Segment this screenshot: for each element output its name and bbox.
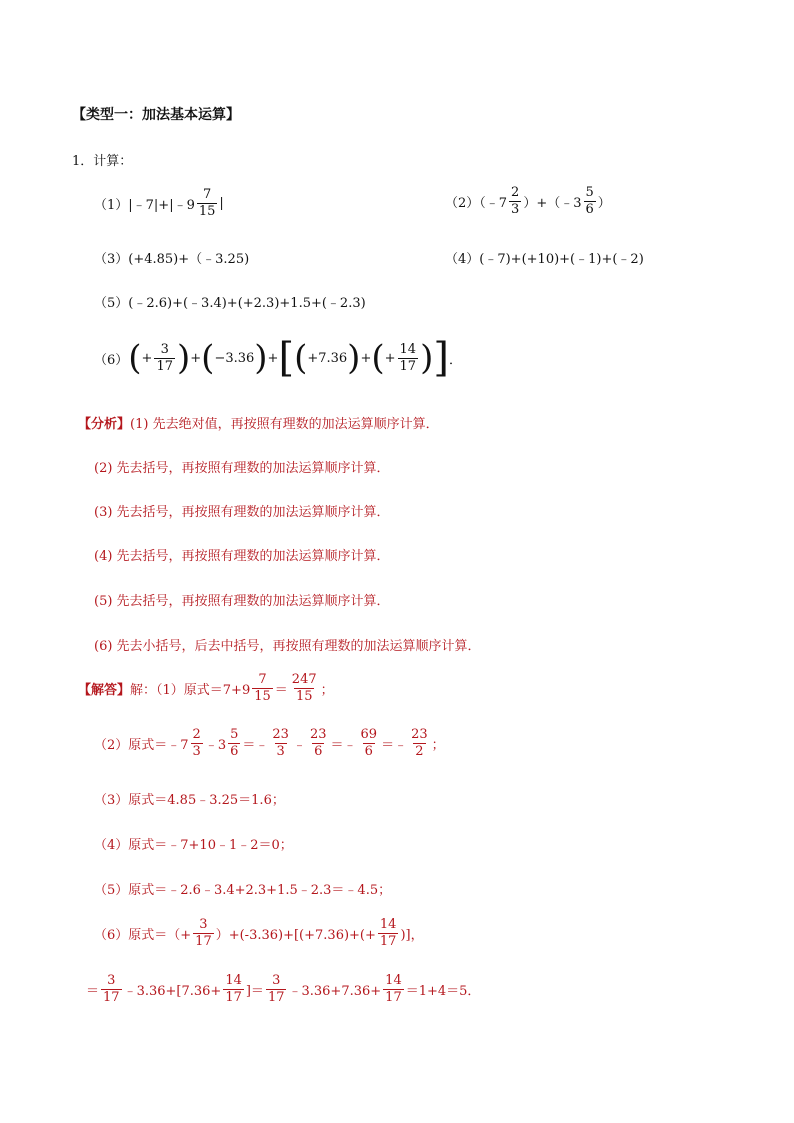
term: ＝﹣ xyxy=(242,737,269,753)
left-paren: ( xyxy=(201,338,215,378)
numerator: 7 xyxy=(258,672,267,687)
denominator: 17 xyxy=(379,933,397,949)
term: ﹣3.36+7.36+ xyxy=(288,983,382,999)
analysis-text: (1) 先去绝对值，再按照有理数的加法运算顺序计算． xyxy=(130,417,439,432)
term: ﹣3.36+[7.36+ xyxy=(123,983,222,999)
item-3: （3）(+4.85)+（﹣3.25) xyxy=(94,252,250,267)
solution-text: （2）原式＝﹣7 xyxy=(94,737,189,753)
denominator: 17 xyxy=(103,989,120,1005)
numerator: 14 xyxy=(225,973,242,988)
right-paren: ) xyxy=(347,338,361,378)
fraction xyxy=(270,728,291,758)
end-mark: ＝1+4＝5． xyxy=(405,983,481,999)
numerator: 7 xyxy=(202,187,212,202)
solution-line-5: （5）原式＝﹣2.6﹣3.4+2.3+1.5﹣2.3＝﹣4.5； xyxy=(94,883,392,898)
item-1 xyxy=(94,188,224,218)
left-bracket: [ xyxy=(278,335,295,381)
analysis-line-1 xyxy=(78,413,439,432)
term: ）+(-3.36)+[(+7.36)+(+ xyxy=(215,927,376,943)
plus-sign: + xyxy=(267,350,279,366)
solution-tag: 【解答】 xyxy=(78,682,131,698)
analysis-line-5: (5) 先去括号，再按照有理数的加法运算顺序计算． xyxy=(94,594,390,609)
term: ]＝ xyxy=(245,983,264,999)
fraction xyxy=(266,974,287,1004)
fraction xyxy=(228,728,240,758)
denominator: 15 xyxy=(198,203,216,219)
term: +7.36 xyxy=(307,350,348,366)
fraction xyxy=(252,673,273,703)
right-paren: ) xyxy=(177,338,191,378)
numerator: 3 xyxy=(272,973,281,988)
fraction xyxy=(398,343,419,373)
denominator: 6 xyxy=(364,743,373,759)
term: ﹣3 xyxy=(204,737,227,753)
numerator: 3 xyxy=(160,341,169,357)
item-5: （5）(﹣2.6)+(﹣3.4)+(+2.3)+1.5+(﹣2.3) xyxy=(94,296,366,311)
period: ． xyxy=(448,352,462,368)
solution-line-1 xyxy=(78,673,334,703)
left-paren: ( xyxy=(371,338,385,378)
numerator: 5 xyxy=(230,727,239,742)
denominator: 6 xyxy=(314,743,323,759)
numerator: 69 xyxy=(360,727,378,742)
denominator: 17 xyxy=(195,933,212,949)
fraction xyxy=(223,974,244,1004)
end-mark: )]， xyxy=(400,927,424,943)
numerator: 5 xyxy=(585,185,594,200)
fraction xyxy=(193,918,214,948)
question-label: 1．计算： xyxy=(72,154,133,169)
solution-line-7 xyxy=(86,974,480,1004)
left-paren: ( xyxy=(294,338,308,378)
fraction xyxy=(191,728,203,758)
numerator: 23 xyxy=(309,727,327,742)
denominator: 15 xyxy=(295,688,313,704)
item-2 xyxy=(445,186,611,216)
item-2-text: （2）（﹣7 xyxy=(445,195,508,211)
denominator: 2 xyxy=(415,743,424,759)
analysis-tag: 【分析】 xyxy=(78,417,131,432)
item-4: （4）(﹣7)+(+10)+(﹣1)+(﹣2) xyxy=(445,252,644,267)
item-2-end: ） xyxy=(597,195,611,211)
denominator: 17 xyxy=(267,989,285,1005)
end-mark: ； xyxy=(431,737,445,753)
right-paren: ) xyxy=(420,338,434,378)
analysis-line-4: (4) 先去括号，再按照有理数的加法运算顺序计算． xyxy=(94,549,390,564)
analysis-line-2: (2) 先去括号，再按照有理数的加法运算顺序计算． xyxy=(94,461,390,476)
right-bracket: ] xyxy=(433,335,449,381)
plus-sign: + xyxy=(384,350,396,366)
fraction xyxy=(383,974,404,1004)
denominator: 15 xyxy=(254,688,271,704)
denominator: 17 xyxy=(225,989,242,1005)
analysis-line-3: (3) 先去括号，再按照有理数的加法运算顺序计算． xyxy=(94,505,390,520)
fraction xyxy=(359,728,380,758)
section-title: 【类型一：加法基本运算】 xyxy=(72,107,240,123)
denominator: 3 xyxy=(511,201,520,217)
plus-sign: + xyxy=(190,350,202,366)
item-2-mid: ）+（﹣3 xyxy=(523,195,582,211)
solution-line-6 xyxy=(94,918,424,948)
term: ＝ xyxy=(86,983,100,999)
fraction xyxy=(409,728,430,758)
item-6 xyxy=(94,335,462,381)
term: −3.36 xyxy=(214,350,255,366)
fraction xyxy=(308,728,329,758)
denominator: 17 xyxy=(399,358,417,374)
numerator: 3 xyxy=(107,973,116,988)
numerator: 14 xyxy=(399,341,417,357)
numerator: 23 xyxy=(272,727,289,742)
numerator: 2 xyxy=(511,185,520,200)
denominator: 17 xyxy=(385,989,402,1005)
solution-line-4: （4）原式＝﹣7+10﹣1﹣2＝0； xyxy=(94,838,293,853)
item-1-text: （1）|﹣7|+|﹣9 xyxy=(94,197,195,213)
denominator: 3 xyxy=(192,743,201,759)
right-paren: ) xyxy=(254,338,268,378)
analysis-line-6: (6) 先去小括号，后去中括号，再按照有理数的加法运算顺序计算． xyxy=(94,639,481,654)
term: ＝﹣ xyxy=(330,737,357,753)
term: ﹣ xyxy=(292,737,306,753)
fraction xyxy=(378,918,399,948)
fraction xyxy=(509,186,521,216)
numerator: 3 xyxy=(199,917,208,932)
denominator: 17 xyxy=(156,358,173,374)
fraction xyxy=(154,343,175,373)
end-mark: ； xyxy=(320,682,334,698)
numerator: 23 xyxy=(411,727,428,742)
denominator: 6 xyxy=(585,201,594,217)
equals: ＝ xyxy=(274,682,288,698)
solution-text: （6）原式＝（+ xyxy=(94,927,192,943)
fraction xyxy=(101,974,122,1004)
numerator: 247 xyxy=(291,672,317,687)
solution-line-2 xyxy=(94,728,445,758)
item-1-end: | xyxy=(219,195,224,211)
numerator: 2 xyxy=(192,727,201,742)
numerator: 14 xyxy=(385,973,402,988)
term: ＝﹣ xyxy=(381,737,408,753)
fraction xyxy=(290,673,319,703)
item-6-label: （6） xyxy=(94,352,129,368)
fraction xyxy=(584,186,596,216)
denominator: 3 xyxy=(276,743,285,759)
solution-line-3: （3）原式＝4.85﹣3.25＝1.6； xyxy=(94,793,285,808)
numerator: 14 xyxy=(379,917,397,932)
fraction xyxy=(197,188,218,218)
left-paren: ( xyxy=(128,338,142,378)
solution-text: 解：（1）原式＝7+9 xyxy=(130,682,251,698)
plus-sign: + xyxy=(141,350,153,366)
denominator: 6 xyxy=(230,743,239,759)
plus-sign: + xyxy=(360,350,372,366)
